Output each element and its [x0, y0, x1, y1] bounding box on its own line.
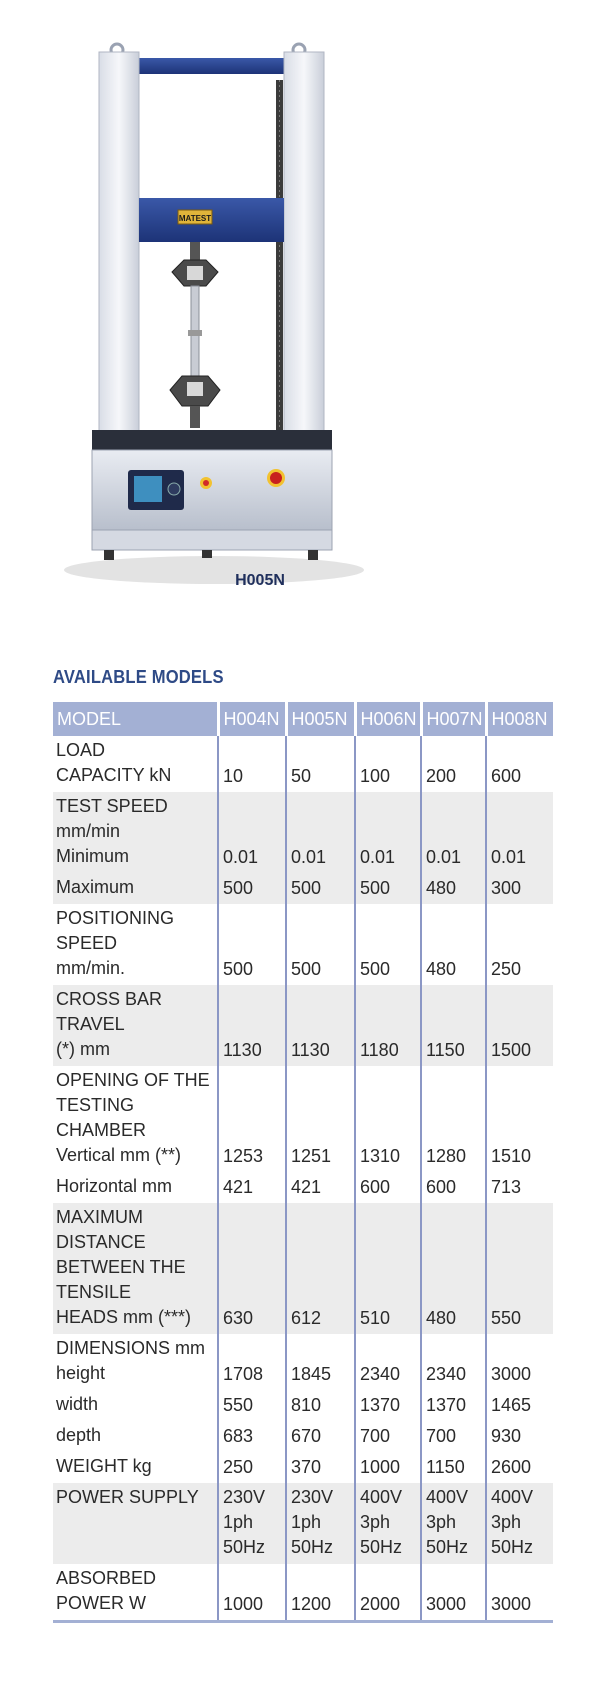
cell-h007n: 1280 [421, 1066, 486, 1172]
row-label-text: depth [56, 1425, 102, 1445]
cell-h006n: 1370 [355, 1390, 421, 1421]
cell-line: 3ph [360, 1512, 391, 1532]
cell-h005n: 500 [286, 873, 355, 904]
cell-h008n: 300 [486, 873, 553, 904]
cell-h008n: 3000 [486, 1334, 553, 1390]
table-header-row [53, 702, 553, 736]
cell-h005n: 612 [286, 1203, 355, 1334]
table-row [53, 1421, 553, 1452]
group-label-line: ABSORBED [56, 1568, 157, 1588]
cell-h008n: 250 [486, 904, 553, 985]
header-h008n: H008N [486, 702, 553, 736]
group-label-line: SPEED [56, 933, 118, 953]
cell-h007n: 480 [421, 904, 486, 985]
header-h005n: H005N [286, 702, 355, 736]
cell-h008n: 1500 [486, 985, 553, 1066]
row-label [53, 904, 218, 985]
cell-h006n: 1180 [355, 985, 421, 1066]
cell-h005n: 1251 [286, 1066, 355, 1172]
cell-line: 230V [223, 1487, 266, 1507]
cell-line: 1ph [223, 1512, 254, 1532]
cell-h006n: 0.01 [355, 792, 421, 873]
table-row [53, 1452, 553, 1483]
row-label-text: WEIGHT kg [56, 1456, 152, 1476]
cell-h007n: 1150 [421, 1452, 486, 1483]
group-label-line: DIMENSIONS mm [56, 1338, 206, 1358]
cell-h004n: 1130 [218, 985, 286, 1066]
cell-h006n: 1000 [355, 1452, 421, 1483]
table-row [53, 1390, 553, 1421]
table-row [53, 1564, 553, 1622]
row-label [53, 1172, 218, 1203]
group-label-line: POSITIONING [56, 908, 175, 928]
cell-h008n: 600 [486, 736, 553, 792]
cell-h008n: 930 [486, 1421, 553, 1452]
header-model: MODEL [53, 702, 218, 736]
row-label-text: height [56, 1363, 106, 1383]
cell-h004n: 1708 [218, 1334, 286, 1390]
brand-plate: MATEST [178, 214, 212, 223]
cell-h005n: 500 [286, 904, 355, 985]
row-label-text: CAPACITY kN [56, 765, 172, 785]
cell-h004n: 630 [218, 1203, 286, 1334]
group-label-line: mm/min [56, 821, 120, 841]
cell-h007n: 480 [421, 873, 486, 904]
cell-h005n: 1200 [286, 1564, 355, 1622]
row-label-text: Maximum [56, 877, 135, 897]
cell-line: 400V [360, 1487, 403, 1507]
cell-line: 230V [291, 1487, 334, 1507]
cell-h006n: 500 [355, 904, 421, 985]
cell-h006n: 500 [355, 873, 421, 904]
row-label [53, 1483, 218, 1564]
cell-h008n: 713 [486, 1172, 553, 1203]
cell-h007n: 480 [421, 1203, 486, 1334]
cell-h007n: 1370 [421, 1390, 486, 1421]
table-row [53, 1203, 553, 1334]
cell-h006n: 2000 [355, 1564, 421, 1622]
table-row [53, 736, 553, 792]
row-label [53, 985, 218, 1066]
cell-h007n: 0.01 [421, 792, 486, 873]
cell-h006n: 100 [355, 736, 421, 792]
cell-h008n: 1510 [486, 1066, 553, 1172]
testing-machine-illustration [44, 40, 364, 605]
cell-h008n: 1465 [486, 1390, 553, 1421]
cell-h005n: 810 [286, 1390, 355, 1421]
cell-h006n: 2340 [355, 1334, 421, 1390]
cell-h004n: 10 [218, 736, 286, 792]
cell-h008n [486, 1483, 553, 1564]
cell-h004n: 250 [218, 1452, 286, 1483]
cell-h007n: 700 [421, 1421, 486, 1452]
cell-h007n: 600 [421, 1172, 486, 1203]
header-h007n: H007N [421, 702, 486, 736]
cell-h004n: 683 [218, 1421, 286, 1452]
cell-h004n: 1253 [218, 1066, 286, 1172]
row-label-text: Minimum [56, 846, 130, 866]
cell-h005n: 0.01 [286, 792, 355, 873]
row-label-text: POWER W [56, 1593, 146, 1613]
group-label-line: LOAD [56, 740, 106, 760]
cell-line: 3ph [491, 1512, 522, 1532]
table-row [53, 1483, 553, 1564]
cell-h007n: 1150 [421, 985, 486, 1066]
row-label [53, 1452, 218, 1483]
cell-line: 400V [491, 1487, 534, 1507]
cell-h007n: 200 [421, 736, 486, 792]
cell-h008n: 0.01 [486, 792, 553, 873]
table-row [53, 1066, 553, 1172]
cell-line: 1ph [291, 1512, 322, 1532]
cell-h007n: 2340 [421, 1334, 486, 1390]
cell-h005n [286, 1483, 355, 1564]
cell-h005n: 670 [286, 1421, 355, 1452]
row-label [53, 1390, 218, 1421]
cell-h004n: 550 [218, 1390, 286, 1421]
cell-h004n: 500 [218, 873, 286, 904]
group-label-line: BETWEEN THE [56, 1257, 186, 1277]
cell-h008n: 550 [486, 1203, 553, 1334]
cell-h006n [355, 1483, 421, 1564]
row-label-text: width [56, 1394, 99, 1414]
cell-h007n [421, 1483, 486, 1564]
row-label-text: (*) mm [56, 1039, 110, 1059]
cell-line: 400V [426, 1487, 469, 1507]
row-label-text: mm/min. [56, 958, 125, 978]
group-label-line: TRAVEL [56, 1014, 125, 1034]
table-row [53, 792, 553, 873]
cell-line: 50Hz [491, 1537, 534, 1557]
cell-h005n: 1130 [286, 985, 355, 1066]
group-label-line: CROSS BAR [56, 989, 163, 1009]
row-label [53, 792, 218, 873]
cell-h006n: 1310 [355, 1066, 421, 1172]
row-label [53, 736, 218, 792]
table-row [53, 1172, 553, 1203]
models-table [53, 702, 553, 1623]
row-label-text: Horizontal mm [56, 1176, 173, 1196]
cell-h005n: 370 [286, 1452, 355, 1483]
cell-h004n: 0.01 [218, 792, 286, 873]
cell-h006n: 600 [355, 1172, 421, 1203]
table-row [53, 1334, 553, 1390]
cell-line: 50Hz [291, 1537, 334, 1557]
row-label-text: POWER SUPPLY [56, 1487, 199, 1507]
cell-h004n: 1000 [218, 1564, 286, 1622]
row-label [53, 1066, 218, 1172]
cell-h007n: 3000 [421, 1564, 486, 1622]
group-label-line: OPENING OF THE [56, 1070, 210, 1090]
cell-h004n: 500 [218, 904, 286, 985]
cell-h006n: 510 [355, 1203, 421, 1334]
group-label-line: MAXIMUM DISTANCE [56, 1207, 146, 1252]
cell-h008n: 3000 [486, 1564, 553, 1622]
cell-h005n: 421 [286, 1172, 355, 1203]
cell-h005n: 1845 [286, 1334, 355, 1390]
image-caption: H005N [235, 572, 285, 589]
row-label [53, 1421, 218, 1452]
cell-h005n: 50 [286, 736, 355, 792]
table-row [53, 904, 553, 985]
product-image [44, 40, 364, 605]
header-h004n: H004N [218, 702, 286, 736]
cell-line: 3ph [426, 1512, 457, 1532]
row-label-text: HEADS mm (***) [56, 1307, 192, 1327]
cell-line: 50Hz [223, 1537, 266, 1557]
table-row [53, 873, 553, 904]
cell-h004n [218, 1483, 286, 1564]
cell-h004n: 421 [218, 1172, 286, 1203]
cell-line: 50Hz [426, 1537, 469, 1557]
row-label [53, 1203, 218, 1334]
group-label-line: TESTING CHAMBER [56, 1095, 147, 1140]
row-label [53, 873, 218, 904]
row-label [53, 1564, 218, 1622]
group-label-line: TENSILE [56, 1282, 132, 1302]
group-label-line: TEST SPEED [56, 796, 168, 816]
header-h006n: H006N [355, 702, 421, 736]
cell-line: 50Hz [360, 1537, 403, 1557]
cell-h008n: 2600 [486, 1452, 553, 1483]
section-title: AVAILABLE MODELS [53, 667, 224, 687]
table-row [53, 985, 553, 1066]
cell-h006n: 700 [355, 1421, 421, 1452]
row-label [53, 1334, 218, 1390]
row-label-text: Vertical mm (**) [56, 1145, 182, 1165]
